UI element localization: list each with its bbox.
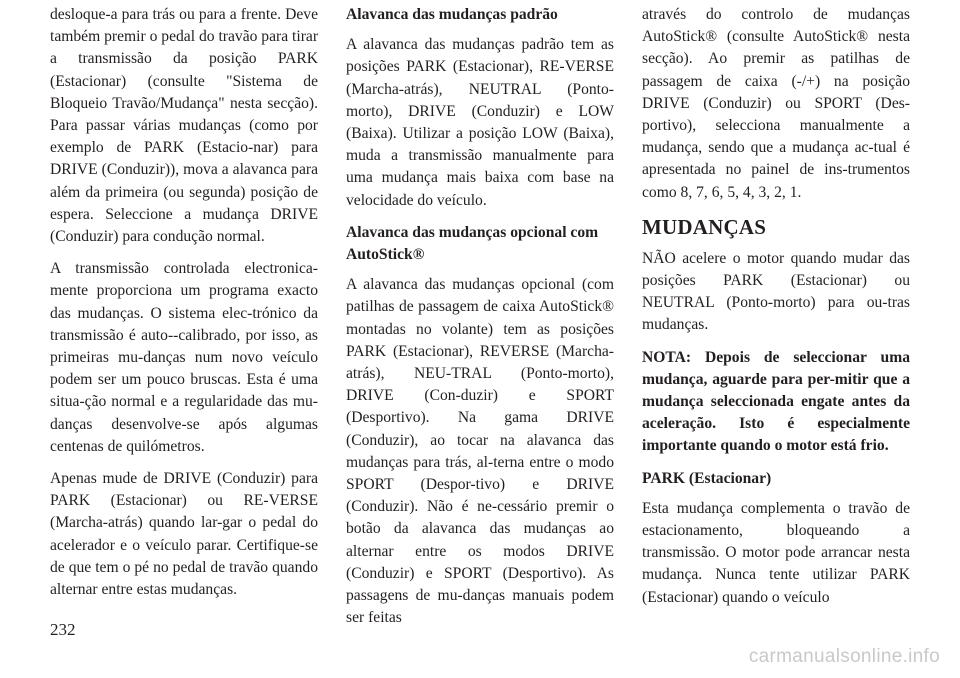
paragraph: A transmissão controlada electronica-mente proporciona um programa exacto das mudanças. O sistema elec-trónico da transmissão é auto--calibrado, por isso, as primeiras mu-danças num novo veículo podem ser um pouco bruscas. Esta é uma situa-ção normal e a regularidade das mu-danças desenvolve-se após algumas centenas de quilómetros. [50, 260, 318, 455]
section-heading: PARK (Estacionar) [642, 469, 772, 487]
paragraph: através do controlo de mudanças AutoStick® (consulte AutoStick® nesta secção). Ao premir as patilhas de passagem de caixa (-/+) na posição DRIVE (Conduzir) ou SPORT (Des-portivo), selecciona manualmente a mudança, sendo que a mudança ac-tual é apresentada no painel de ins-trumentos como 8, 7, 6, 5, 4, 3, 2, 1. [642, 6, 910, 201]
watermark: carmanualsonline.info [748, 646, 940, 667]
text-column-right [642, 4, 910, 619]
note-paragraph: NOTA: Depois de seleccionar uma mudança, aguarde para per-mitir que a mudança seleccionada engate antes da aceleração. Isto é especialmente importante quando o motor está frio. [642, 348, 910, 455]
section-heading: Alavanca das mudanças opcional com AutoStick® [346, 223, 599, 264]
paragraph: NÃO acelere o motor quando mudar das posições PARK (Estacionar) ou NEUTRAL (Ponto-morto) para ou-tras mudanças. [642, 249, 910, 334]
paragraph: A alavanca das mudanças padrão tem as posições PARK (Estacionar), RE-VERSE (Marcha-atrás), NEUTRAL (Ponto-morto), DRIVE (Conduzir) e LOW (Baixa). Utilizar a posição LOW (Baixa), muda a transmissão manualmente para uma mudança mais baixa com base na velocidade do veículo. [346, 36, 614, 209]
paragraph: A alavanca das mudanças opcional (com patilhas de passagem de caixa AutoStick® montadas no volante) tem as posições PARK (Estacionar), REVERSE (Marcha-atrás), NEU-TRAL (Ponto-morto), DRIVE (Con-duzir) e SPORT (Desportivo). Na gama DRIVE (Conduzir), ao tocar na alavanca das mudanças para trás, al-terna entre o modo SPORT (Despor-tivo) e DRIVE (Conduzir). Não é ne-cessário premir o botão da alavanca das mudanças ao alternar entre os modos DRIVE (Conduzir) e SPORT (Desportivo). As passagens de mu-danças manuais podem ser feitas [346, 276, 614, 627]
text-column-left [50, 4, 318, 611]
page-number: 232 [50, 620, 76, 639]
paragraph: Apenas mude de DRIVE (Conduzir) para PARK (Estacionar) ou RE-VERSE (Marcha-atrás) quando lar-gar o pedal do acelerador e o veículo parar. Certifique-se de que tem o pé no pedal de travão quando alternar entre estas mudanças. [50, 470, 318, 599]
section-heading: Alavanca das mudanças padrão [346, 6, 558, 23]
text-column-middle [346, 4, 614, 639]
paragraph: desloque-a para trás ou para a frente. Deve também premir o pedal do travão para tirar a transmissão da posição PARK (Estacionar) (consulte "Sistema de Bloqueio Travão/Mudança" nesta secção). Para passar várias mudanças (como por exemplo de PARK (Estacio-nar) para DRIVE (Conduzir)), mova a alavanca para além da primeira (ou segunda) posição de espera. Seleccione a mudança DRIVE (Conduzir) para condução normal. [50, 6, 319, 246]
paragraph: Esta mudança complementa o travão de estacionamento, bloqueando a transmissão. O motor pode arrancar nesta mudança. Nunca tente utilizar PARK (Estacionar) quando o veículo [642, 499, 910, 606]
section-title: MUDANÇAS [642, 214, 767, 239]
